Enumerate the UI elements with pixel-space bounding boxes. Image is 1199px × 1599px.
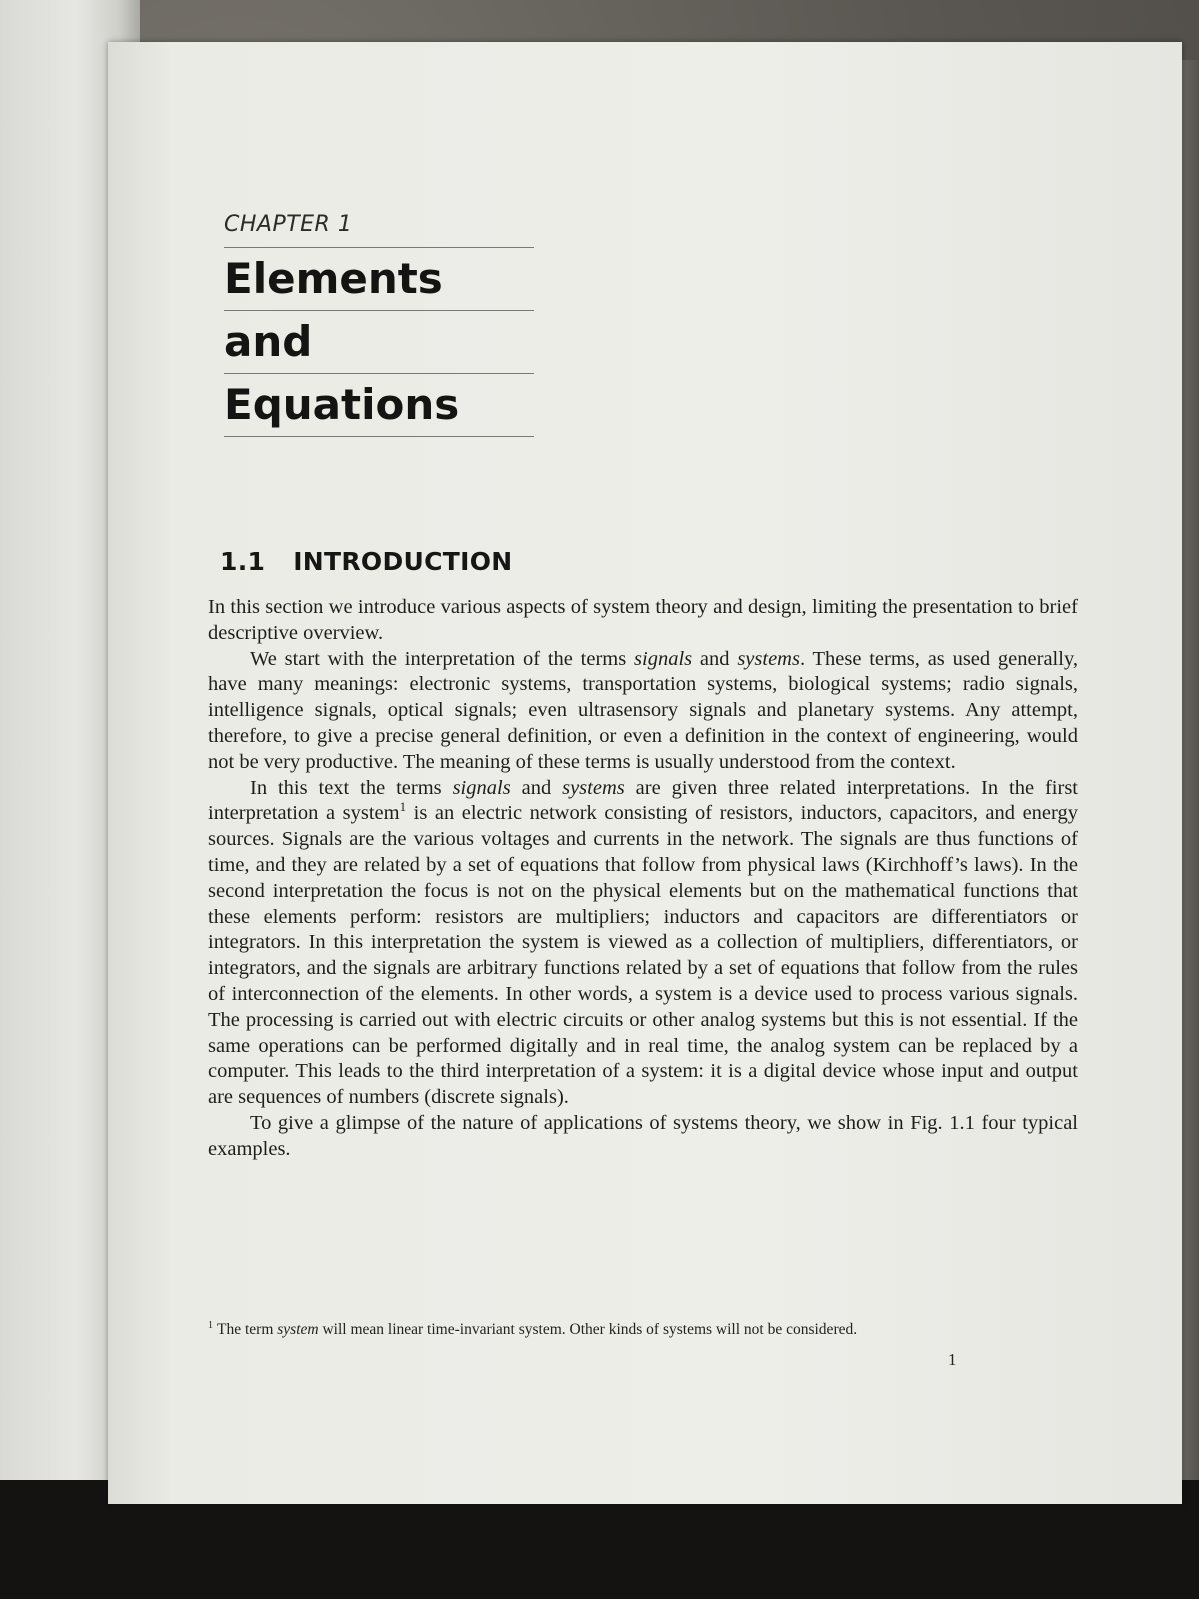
italic-term: signals <box>634 647 693 670</box>
chapter-title-line: Elements <box>224 254 443 303</box>
italic-term: system <box>277 1321 319 1339</box>
paragraph <box>208 1111 1078 1163</box>
italic-term: systems <box>737 647 800 670</box>
section-heading <box>220 547 513 576</box>
section-number: 1.1 <box>220 547 266 576</box>
text-run: and <box>510 776 563 799</box>
text-run: are given three related interpretations. In the first interpretation a system <box>208 776 1078 825</box>
text-run: The term <box>217 1321 278 1339</box>
text-run: To give a glimpse of the nature of applications of systems theory, we show in Fig. 1.1 four typical examples. <box>208 1111 1078 1160</box>
footnote-text <box>217 1321 857 1338</box>
text-run: will mean linear time-invariant system. Other kinds of systems will not be considered. <box>318 1321 858 1339</box>
title-rule <box>224 436 534 437</box>
text-run: . These terms, as used generally, have many meanings: electronic systems, transportation systems, biological systems; radio signals, intelligence signals, optical signals; even ultrasensory signals and planetary systems. Any attempt, therefore, to give a precise general definition, or even a definition in the context of engineering, would not be very productive. The meaning of these terms is usually understood from the context. <box>208 647 1078 773</box>
section-title: INTRODUCTION <box>293 547 513 576</box>
italic-term: systems <box>562 776 625 799</box>
chapter-label: CHAPTER 1 <box>224 212 353 237</box>
chapter-title-line: Equations <box>224 380 460 429</box>
paragraph <box>208 776 1078 1111</box>
footnote-reference: 1 <box>399 799 407 815</box>
text-run: In this text the terms <box>250 776 453 799</box>
paragraph <box>208 647 1078 776</box>
chapter-heading <box>224 212 534 437</box>
body-text <box>208 595 1078 1163</box>
footnote-mark: 1 <box>208 1320 213 1331</box>
text-run: We start with the interpretation of the terms <box>250 647 635 670</box>
text-run: In this section we introduce various aspects of system theory and design, limiting the presentation to brief descriptive overview. <box>208 596 1078 644</box>
footnote <box>208 1320 1078 1339</box>
page-number: 1 <box>948 1350 957 1369</box>
chapter-title-line: and <box>224 317 313 366</box>
italic-term: signals <box>452 776 511 799</box>
paragraph <box>208 595 1078 647</box>
text-run: is an electric network consisting of resistors, inductors, capacitors, and energy sources. Signals are the various voltages and currents in the network. The signals are thus functions of time, and they are related by a set of equations that follow from physical laws (Kirchhoff’s laws). In the second interpretation the focus is not on the physical elements but on the mathematical functions that these elements perform: resistors are multipliers; inductors and capacitors are differentiators or integrators. In this interpretation the system is viewed as a collection of multipliers, differentiators, or integrators, and the signals are arbitrary functions related by a set of equations that follow from the rules of interconnection of the elements. In other words, a system is a device used to process various signals. The processing is carried out with electric circuits or other analog systems but this is not essential. If the same operations can be performed digitally and in real time, the analog system can be replaced by a computer. This leads to the third interpretation of a system: it is a digital device whose input and output are sequences of numbers (discrete signals). <box>208 802 1078 1109</box>
text-run: and <box>692 647 738 670</box>
book-page <box>108 42 1182 1504</box>
